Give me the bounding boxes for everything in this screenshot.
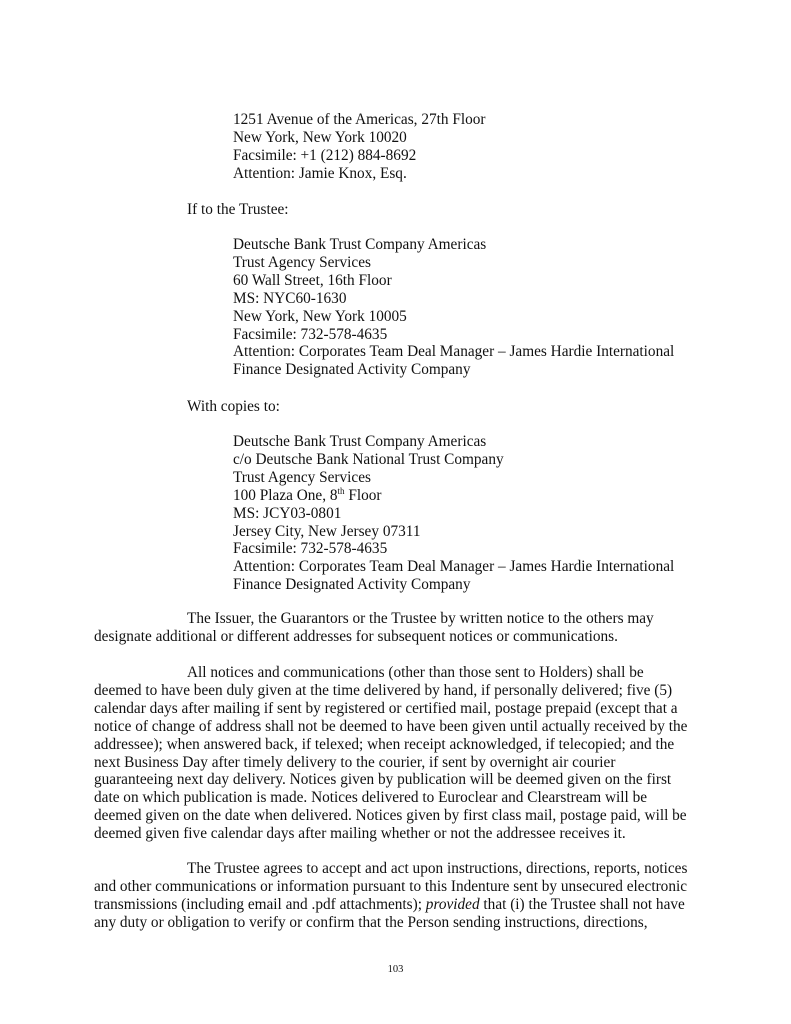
text-before-provided: transmissions (including email and .pdf attachments);	[94, 895, 426, 913]
paragraph-line-provided	[94, 896, 704, 914]
paragraph-line: addressee); when answered back, if telexed; when receipt acknowledged, if telecopied; and the	[94, 735, 675, 753]
floor-superscript: th	[337, 485, 345, 496]
address-line: Attention: Corporates Team Deal Manager – James Hardie International	[233, 343, 675, 361]
paragraph-line: and other communications or information pursuant to this Indenture sent by unsecured electronic	[94, 877, 688, 895]
address-line: Facsimile: 732-578-4635	[233, 325, 388, 343]
paragraph-line: deemed given on the date when delivered. Notices given by first class mail, postage paid, will be	[94, 807, 687, 825]
address-line: 60 Wall Street, 16th Floor	[233, 271, 392, 289]
paragraph-line: date on which publication is made. Notices delivered to Euroclear and Clearstream will be	[94, 789, 648, 807]
floor-prefix: 100 Plaza One, 8	[233, 486, 338, 504]
paragraph-line: All notices and communications (other than those sent to Holders) shall be	[187, 664, 644, 681]
paragraph-designate-addresses	[94, 610, 704, 646]
address-line: Facsimile: 732-578-4635	[233, 540, 388, 558]
page-number: 103	[387, 964, 404, 975]
address-line: Jersey City, New Jersey 07311	[233, 522, 421, 540]
paragraph-line: deemed to have been duly given at the time delivered by hand, if personally delivered; five (5)	[94, 681, 673, 699]
paragraph-line: The Issuer, the Guarantors or the Trustee by written notice to the others may	[187, 610, 654, 627]
address-line: New York, New York 10005	[233, 307, 407, 325]
paragraph-line: The Trustee agrees to accept and act upon instructions, directions, reports, notices	[187, 860, 688, 877]
paragraph-electronic-transmissions	[94, 860, 704, 932]
paragraph-line: deemed given five calendar days after mailing whether or not the addressee receives it.	[94, 825, 626, 843]
trustee-address-block	[233, 236, 674, 379]
text-after-provided: that (i) the Trustee shall not have	[479, 895, 685, 913]
address-line: c/o Deutsche Bank National Trust Company	[233, 450, 504, 468]
address-line: Trust Agency Services	[233, 468, 371, 486]
address-line: Deutsche Bank Trust Company Americas	[233, 433, 487, 450]
paragraph-line: any duty or obligation to verify or confirm that the Person sending instructions, directions,	[94, 913, 648, 931]
issuer-counsel-address-block	[233, 111, 486, 183]
provided-italic: provided	[425, 895, 480, 913]
address-line: 1251 Avenue of the Americas, 27th Floor	[233, 111, 486, 128]
address-line: Deutsche Bank Trust Company Americas	[233, 236, 487, 253]
paragraph-line: notice of change of address shall not be deemed to have been given until actually received by the	[94, 717, 688, 735]
address-line: Trust Agency Services	[233, 253, 371, 271]
paragraph-line: next Business Day after timely delivery to the courier, if sent by overnight air courier	[94, 753, 616, 771]
address-line: MS: JCY03-0801	[233, 504, 342, 522]
address-line: MS: NYC60-1630	[233, 289, 347, 307]
address-line: New York, New York 10020	[233, 128, 407, 146]
copies-label: With copies to:	[187, 398, 280, 415]
floor-suffix: Floor	[344, 486, 382, 504]
address-line: Finance Designated Activity Company	[233, 361, 471, 379]
address-line: Attention: Corporates Team Deal Manager – James Hardie International	[233, 558, 675, 576]
paragraph-notices-deemed-given	[94, 664, 704, 843]
trustee-label: If to the Trustee:	[187, 201, 289, 218]
paragraph-line: designate additional or different addresses for subsequent notices or communications.	[94, 627, 618, 645]
copies-address-block	[233, 433, 674, 594]
address-line-floor	[233, 487, 674, 505]
address-line: Facsimile: +1 (212) 884-8692	[233, 146, 417, 164]
paragraph-line: calendar days after mailing if sent by registered or certified mail, postage prepaid (except that a	[94, 699, 678, 717]
paragraph-line: guaranteeing next day delivery. Notices given by publication will be deemed given on the first	[94, 771, 672, 789]
address-line: Attention: Jamie Knox, Esq.	[233, 164, 407, 182]
address-line: Finance Designated Activity Company	[233, 576, 471, 594]
